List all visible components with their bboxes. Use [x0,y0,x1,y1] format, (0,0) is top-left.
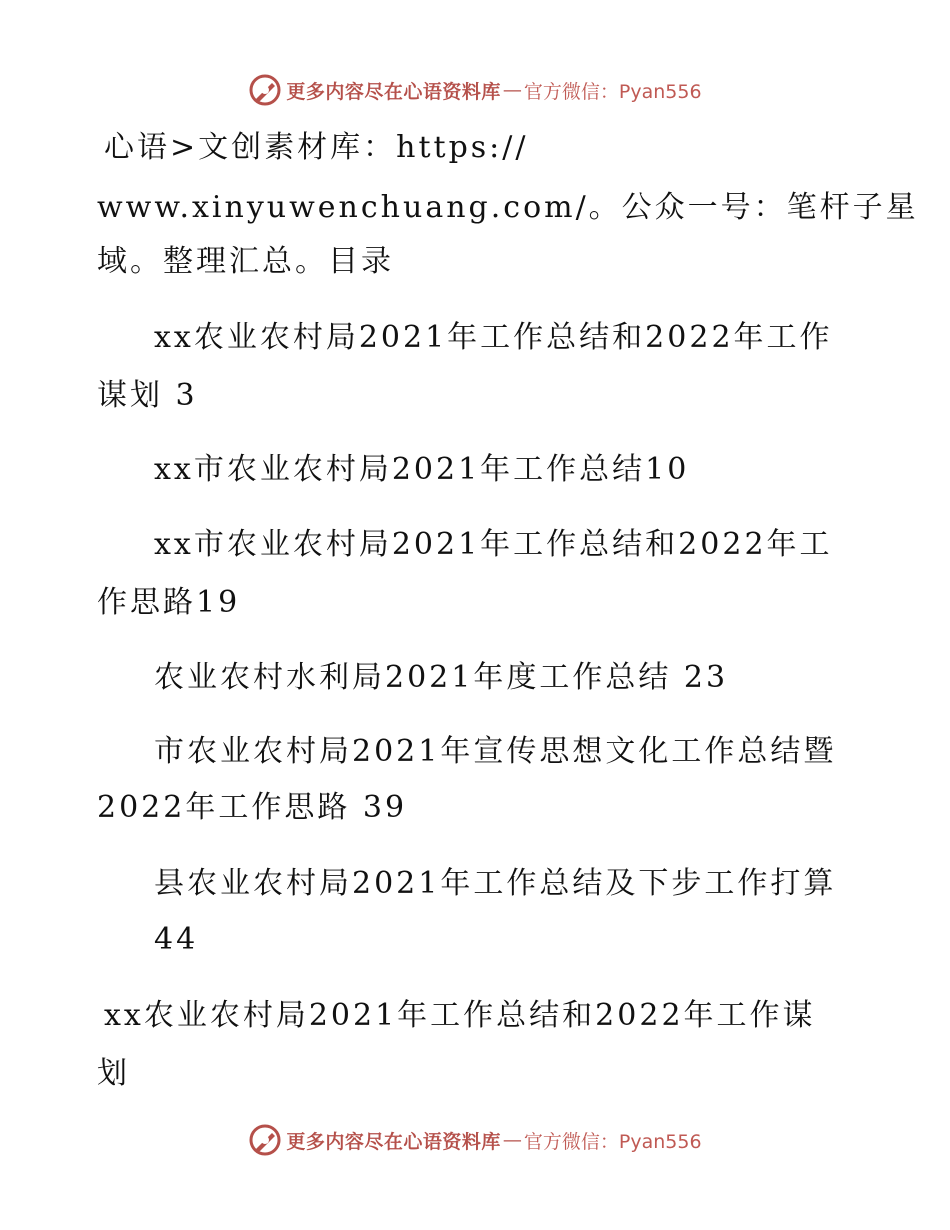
toc-entry-5-line-1[interactable]: 市农业农村局2021年宣传思想文化工作总结暨 [154,734,837,769]
section-heading-line-2: 划 [97,1056,130,1091]
section-heading-line-1: xx农业农村局2021年工作总结和2022年工作谋 [104,998,816,1033]
banner-slogan: 更多内容尽在心语资料库 [286,1130,501,1153]
toc-entry-2-line-1[interactable]: xx市农业农村局2021年工作总结10 [154,452,690,487]
pen-circle-logo-icon [248,1123,282,1157]
toc-entry-3-line-2[interactable]: 作思路19 [97,585,241,620]
banner-slogan: 更多内容尽在心语资料库 [286,80,501,103]
intro-line-2: www.xinyuwenchuang.com/。公众一号：笔杆子星 [97,190,919,225]
intro-line-1: 心语>文创素材库：https:// [104,130,529,165]
intro-line-3: 域。整理汇总。目录 [97,244,394,279]
pen-circle-logo-icon [248,73,282,107]
toc-entry-6-line-2[interactable]: 44 [154,922,199,957]
banner-dash: — [502,79,522,101]
toc-entry-5-line-2[interactable]: 2022年工作思路 39 [97,790,408,825]
toc-entry-1-line-2[interactable]: 谋划 3 [97,378,198,413]
toc-entry-3-line-1[interactable]: xx市农业农村局2021年工作总结和2022年工 [154,527,833,562]
banner-dash: — [502,1129,522,1151]
toc-entry-4-line-1[interactable]: 农业农村水利局2021年度工作总结 23 [154,660,729,695]
toc-entry-1-line-1[interactable]: xx农业农村局2021年工作总结和2022年工作 [154,320,833,355]
banner-wechat: 官方微信：Pyan556 [523,80,702,103]
footer-banner [0,1120,950,1160]
toc-entry-6-line-1[interactable]: 县农业农村局2021年工作总结及下步工作打算 [154,866,837,901]
banner-wechat: 官方微信：Pyan556 [523,1130,702,1153]
header-banner [0,70,950,110]
